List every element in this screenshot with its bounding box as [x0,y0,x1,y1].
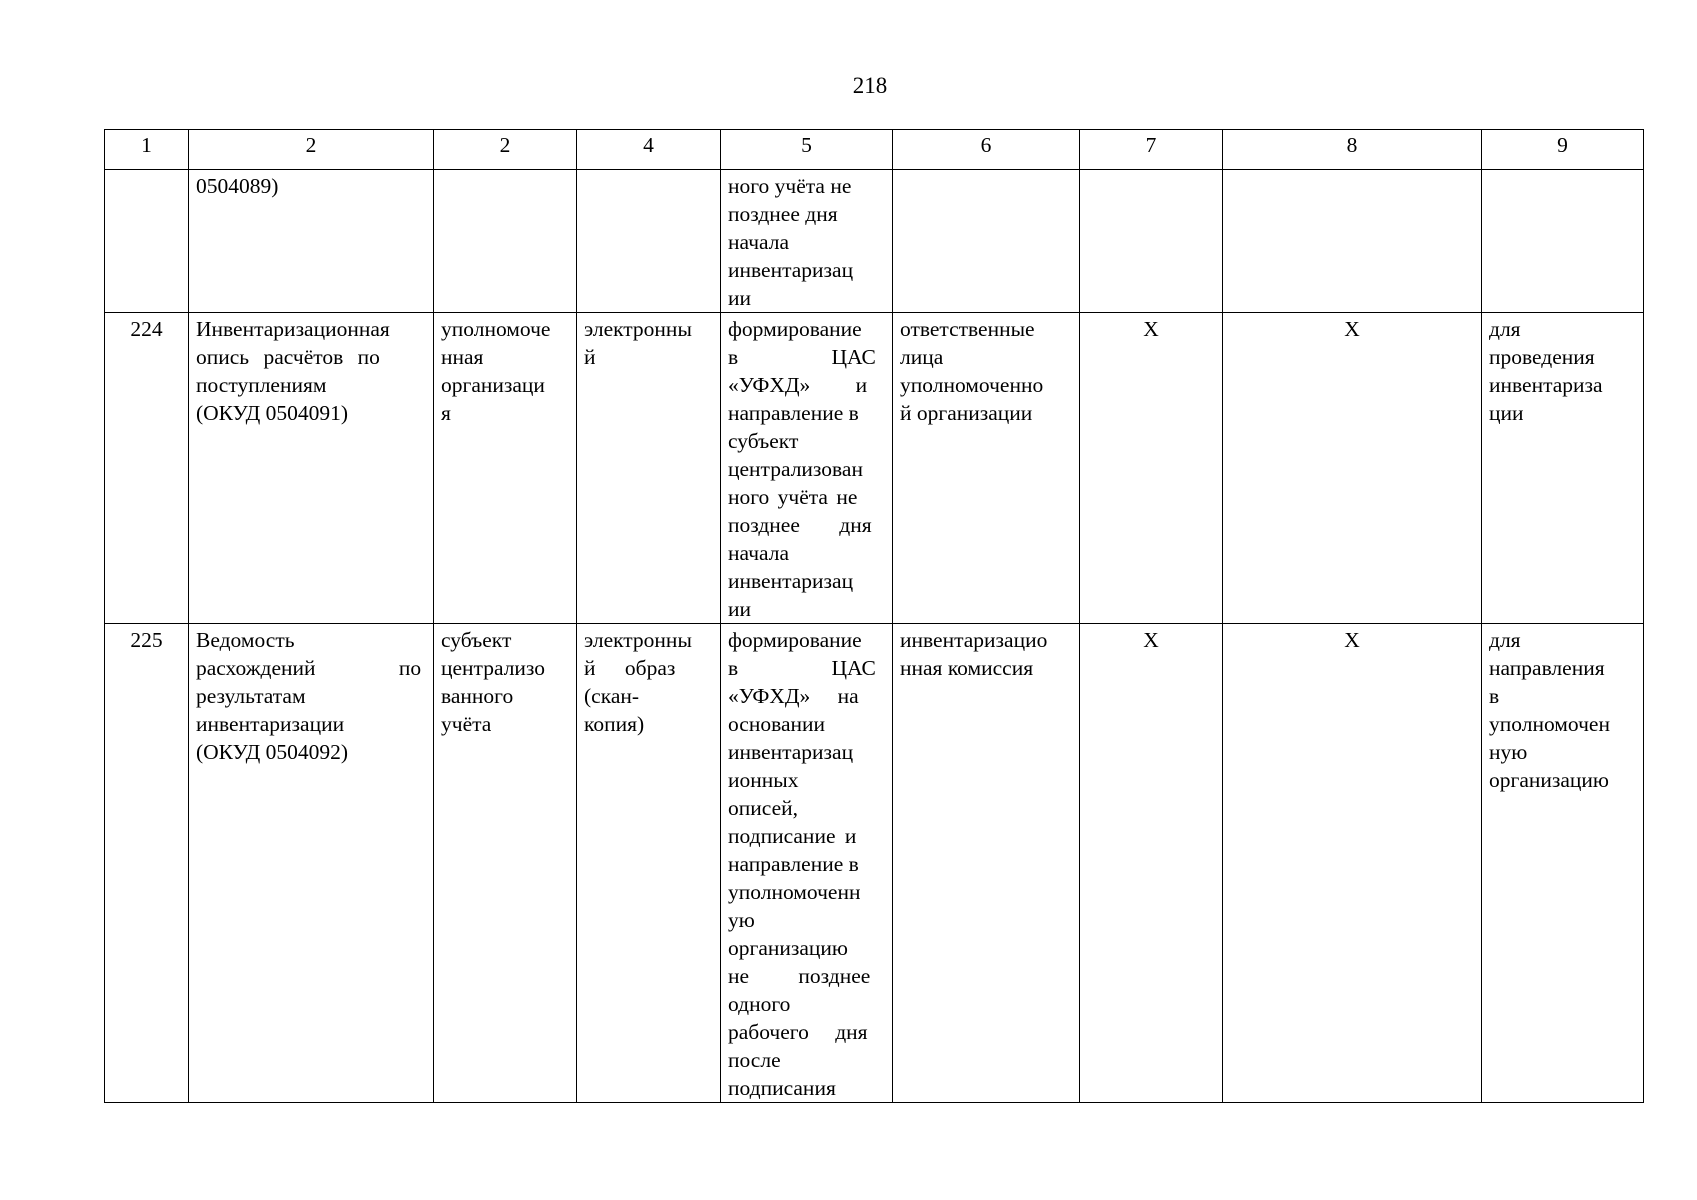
text-line: копия) [584,712,645,736]
text-line: подписание и [728,824,857,848]
text-line: ответственные [900,317,1035,341]
text-line: начала [728,541,790,565]
cell-col6 [893,313,1080,624]
header-col-5: 5 [721,130,893,170]
header-col-3: 2 [434,130,577,170]
text-line: организаци [441,373,545,397]
text-line: уполномоченн [728,880,861,904]
header-col-4: 4 [577,130,721,170]
text-line: организацию [1489,768,1609,792]
cell-document-name: 0504089) [189,170,434,313]
text-line: «УФХД» на [728,684,859,708]
cell-col8 [1223,170,1482,313]
header-col-1: 1 [105,130,189,170]
text-line: «УФХД» и [728,373,868,397]
text-line: для [1489,317,1521,341]
text-line: Ведомость [196,628,295,652]
table-row-225 [105,624,1644,1103]
text-line: уполномоченно [900,373,1044,397]
text-line: в ЦАС [728,345,876,369]
text-line: уполномоче [441,317,551,341]
cell-col6 [893,624,1080,1103]
header-col-9: 9 [1482,130,1644,170]
text-line: инвентаризац [728,740,854,764]
text-line: ную [1489,740,1528,764]
cell-col3 [434,624,577,1103]
table-row-continuation [105,170,1644,313]
text-line: инвентариза [1489,373,1603,397]
text-line: электронны [584,628,692,652]
cell-document-name [189,624,434,1103]
text-line: результатам [196,684,306,708]
page-number: 218 [852,73,888,98]
text-line: учёта [441,712,492,736]
text-line: направление в [728,401,859,425]
cell-col5 [721,624,893,1103]
text-line: ного учёта не [728,174,852,198]
text-line: опись расчётов по [196,345,380,369]
cell-col8: Х [1223,313,1482,624]
text-line: й организации [900,401,1033,425]
text-line: нная [441,345,484,369]
cell-document-name [189,313,434,624]
text-line: расхождений по [196,656,422,680]
cell-col3 [434,170,577,313]
text-line: позднее дня [728,202,838,226]
cell-col7: Х [1080,313,1223,624]
cell-col8: Х [1223,624,1482,1103]
cell-num: 225 [105,624,189,1103]
text-line: централизован [728,457,863,481]
cell-col3 [434,313,577,624]
text-line: (скан- [584,684,640,708]
document-table [104,129,1644,1103]
text-line: после [728,1048,781,1072]
cell-col9 [1482,170,1644,313]
text-line: нная комиссия [900,656,1034,680]
text-line: я [441,401,451,425]
text-line: й [584,345,596,369]
text-line: описей, [728,796,798,820]
text-line: в ЦАС [728,656,876,680]
text-line: рабочего дня [728,1020,868,1044]
text-line: поступлениям [196,373,327,397]
cell-col4 [577,170,721,313]
text-line: инвентаризац [728,258,854,282]
cell-col6 [893,170,1080,313]
text-line: й образ [584,656,676,680]
text-line: инвентаризации [196,712,345,736]
cell-col5 [721,170,893,313]
header-col-2: 2 [189,130,434,170]
text-line: ую [728,908,755,932]
text-line: Инвентаризационная [196,317,390,341]
text-line: лица [900,345,944,369]
text-line: ионных [728,768,799,792]
text-line: одного [728,992,791,1016]
cell-col5 [721,313,893,624]
text-line: формирование [728,317,862,341]
text-line: ции [1489,401,1524,425]
cell-col9 [1482,313,1644,624]
text-line: (ОКУД 0504092) [196,740,349,764]
text-line: ии [728,286,752,310]
text-line: организацию [728,936,848,960]
table-row-224 [105,313,1644,624]
cell-col4 [577,313,721,624]
text-line: субъект [728,429,799,453]
text-line: основании [728,712,826,736]
header-row [105,130,1644,170]
text-line: в [1489,684,1500,708]
header-col-7: 7 [1080,130,1223,170]
text-line: уполномочен [1489,712,1610,736]
text-line: централизо [441,656,546,680]
header-col-8: 8 [1223,130,1482,170]
text-line: направление в [728,852,859,876]
text-line: формирование [728,628,862,652]
cell-col4 [577,624,721,1103]
cell-col7: Х [1080,624,1223,1103]
text-line: инвентаризац [728,569,854,593]
cell-num: 224 [105,313,189,624]
text-line: инвентаризацио [900,628,1048,652]
cell-num [105,170,189,313]
text-line: начала [728,230,790,254]
text-line: проведения [1489,345,1595,369]
cell-col7 [1080,170,1223,313]
text-line: позднее дня [728,513,872,537]
text-line: подписания [728,1076,836,1100]
text-line: субъект [441,628,512,652]
text-line: электронны [584,317,692,341]
text-line: ного учёта не [728,485,858,509]
cell-col9 [1482,624,1644,1103]
text-line: не позднее [728,964,871,988]
text-line: для [1489,628,1521,652]
text-line: ии [728,597,752,621]
text-line: (ОКУД 0504091) [196,401,349,425]
header-col-6: 6 [893,130,1080,170]
text-line: направления [1489,656,1605,680]
text-line: ванного [441,684,514,708]
